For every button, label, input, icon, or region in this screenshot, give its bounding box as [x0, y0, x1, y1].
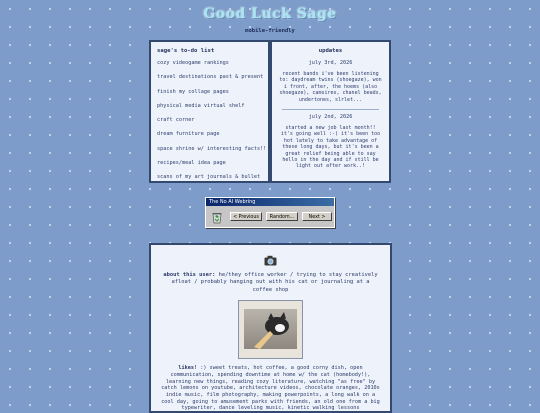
previous-button[interactable]: < Previous	[230, 212, 262, 221]
about-text	[161, 272, 380, 294]
site-subtitle: mobile-friendly	[245, 28, 295, 34]
update-divider	[282, 109, 379, 110]
updates-heading: updates	[318, 48, 343, 54]
recycle-bin-icon	[210, 210, 224, 224]
webring-title: The No AI Webring	[206, 198, 334, 206]
todo-item[interactable]: physical media virtual shelf	[157, 102, 245, 109]
about-description: he/they office worker / trying to stay creatively afloat / probably hanging out with his cat or journaling at a coffee shop	[171, 272, 378, 293]
todo-heading: sage's to-do list	[157, 48, 215, 54]
todo-item[interactable]: cozy videogame rankings	[157, 60, 229, 66]
todo-panel	[149, 40, 270, 183]
todo-item[interactable]: space shrine w/ interesting facts!!	[157, 145, 267, 152]
todo-item[interactable]: finish my collage pages	[157, 88, 229, 95]
cat-photo	[238, 300, 303, 359]
webring-widget	[205, 197, 335, 228]
likes-description: :) sweet treats, hot coffee, a good corny dish, open communication, spending downtime at home w/ the cat (homebody!), learning new things, reading cozy literature, watching "as free" by catch lemons on youtube, architecture videos, chocolate oranges, 2010s indie music, film photography, making powerpoints, a long walk on a cool day, going to amusement parks with friends, an old one from a big typewriter, dance leveling music, kinetic walking lessons	[161, 365, 380, 412]
next-button[interactable]: Next >	[302, 212, 332, 221]
todo-item[interactable]: recipes/meal idea page	[157, 160, 226, 167]
update-date: july 3rd, 2026	[308, 60, 353, 66]
update-text: recent bands i've been listening to: daydream twins (shoegaze), won i front, after, the hoems (also shoegaze), camsires, chanel beads, undertones, slrlet...	[279, 71, 382, 103]
likes-label: likes!	[178, 365, 198, 372]
random-button[interactable]: Random...	[266, 212, 298, 221]
updates-panel[interactable]	[270, 40, 391, 183]
camera-icon	[264, 255, 277, 266]
about-panel	[149, 243, 392, 413]
todo-item[interactable]: dream furniture page	[157, 131, 220, 138]
site-title: Good Luck Sage	[203, 6, 337, 22]
update-text: started a new job last month!! it's going well :-) it's been too hot lately to take advantage of these long days, but it's been a great relief being able to say hello in the day and if still be light out after work..!	[280, 125, 381, 170]
todo-item[interactable]: travel destinations past & present	[157, 74, 264, 81]
todo-item[interactable]: craft corner	[157, 117, 195, 124]
likes-text	[161, 365, 380, 412]
photo-image	[244, 309, 297, 349]
cat-illustration	[244, 309, 297, 349]
update-date: july 2nd, 2026	[308, 114, 353, 121]
todo-item[interactable]: scans of my art journals & bullet	[157, 174, 261, 181]
about-label: about this user:	[163, 272, 216, 278]
